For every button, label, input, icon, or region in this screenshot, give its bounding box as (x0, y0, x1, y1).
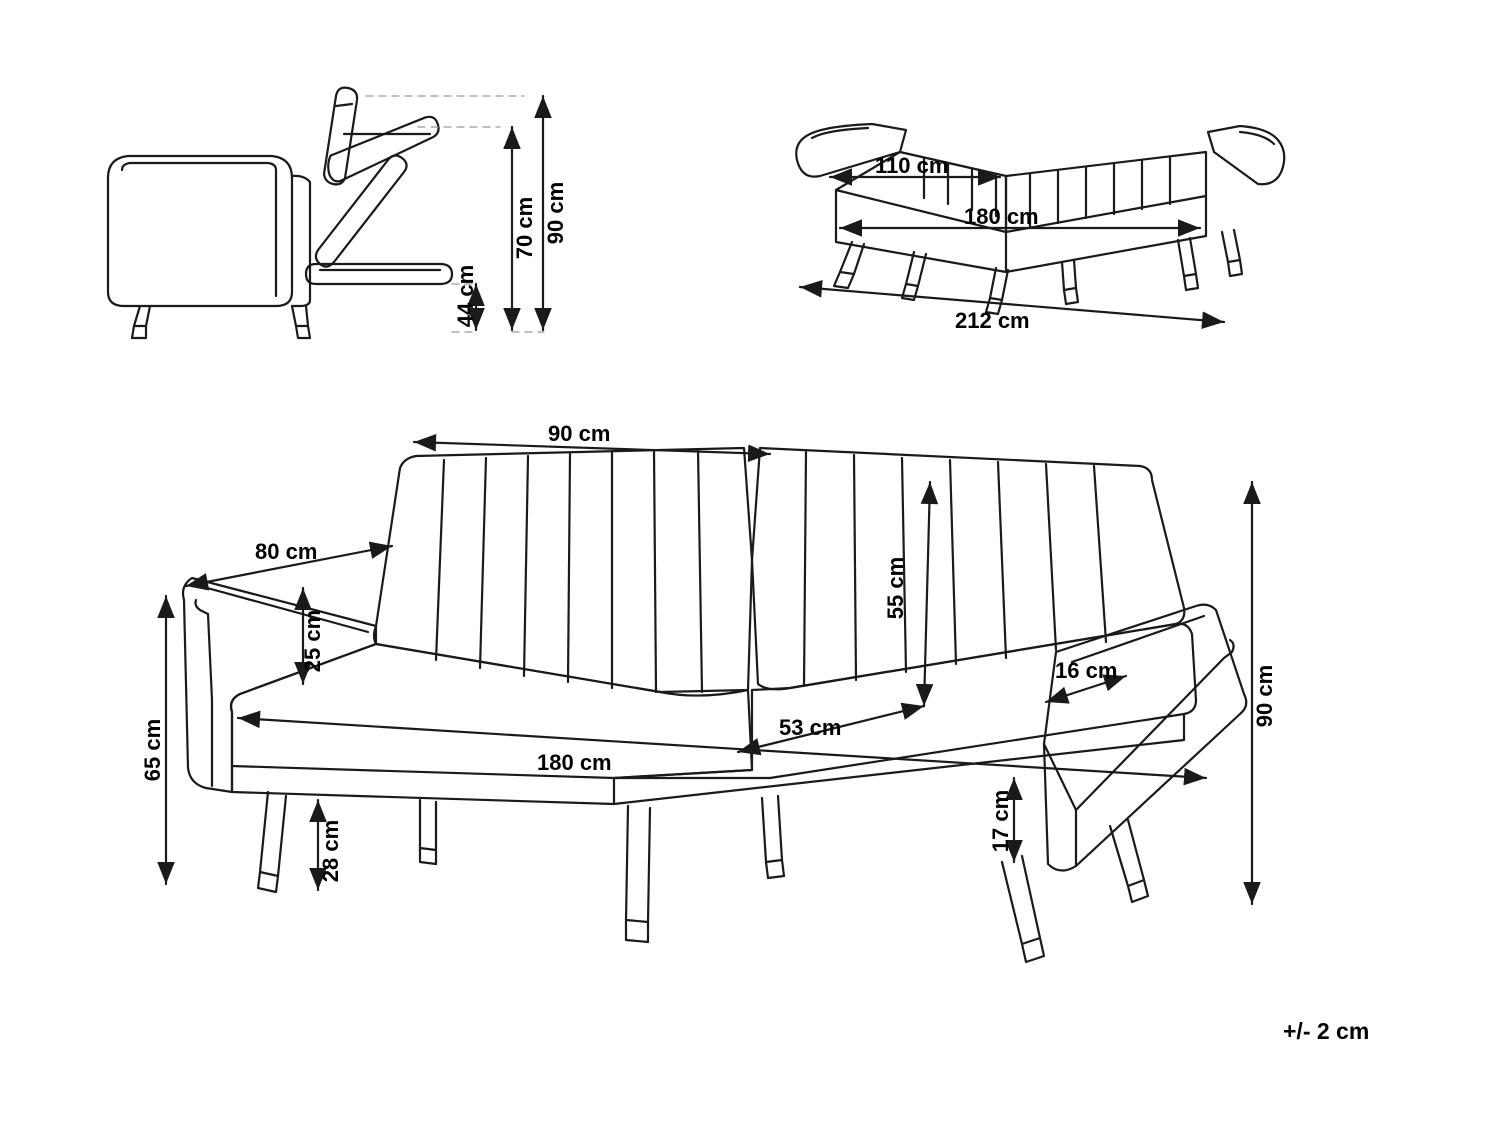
tolerance-note: +/- 2 cm (1283, 1018, 1370, 1044)
dim-label-25cm: 25 cm (300, 609, 325, 673)
dim-label-212cm: 212 cm (955, 308, 1030, 333)
dim-label-65cm: 65 cm (140, 718, 165, 782)
dim-label-70cm: 70 cm (512, 196, 537, 260)
dim-label-80cm: 80 cm (255, 539, 318, 564)
dim-label-110cm: 110 cm (875, 153, 949, 178)
dim-label-180cm-bed: 180 cm (964, 204, 1039, 229)
view-bed-flat (796, 124, 1284, 322)
dim-label-90cm-height: 90 cm (1252, 664, 1277, 728)
dim-label-53cm: 53 cm (779, 715, 842, 740)
dim-label-180cm-seat: 180 cm (537, 750, 612, 775)
dim-label-55cm: 55 cm (883, 556, 908, 620)
dim-label-44cm: 44 cm (453, 264, 478, 328)
dim-label-28cm: 28 cm (318, 819, 343, 883)
dim-label-90cm-height-side: 90 cm (543, 181, 568, 245)
view-side-reclining (108, 88, 544, 338)
view-sofa-perspective (166, 442, 1252, 962)
dim-label-16cm: 16 cm (1055, 658, 1118, 683)
dim-label-90cm-depth: 90 cm (548, 421, 611, 446)
dim-label-17cm: 17 cm (988, 789, 1013, 853)
